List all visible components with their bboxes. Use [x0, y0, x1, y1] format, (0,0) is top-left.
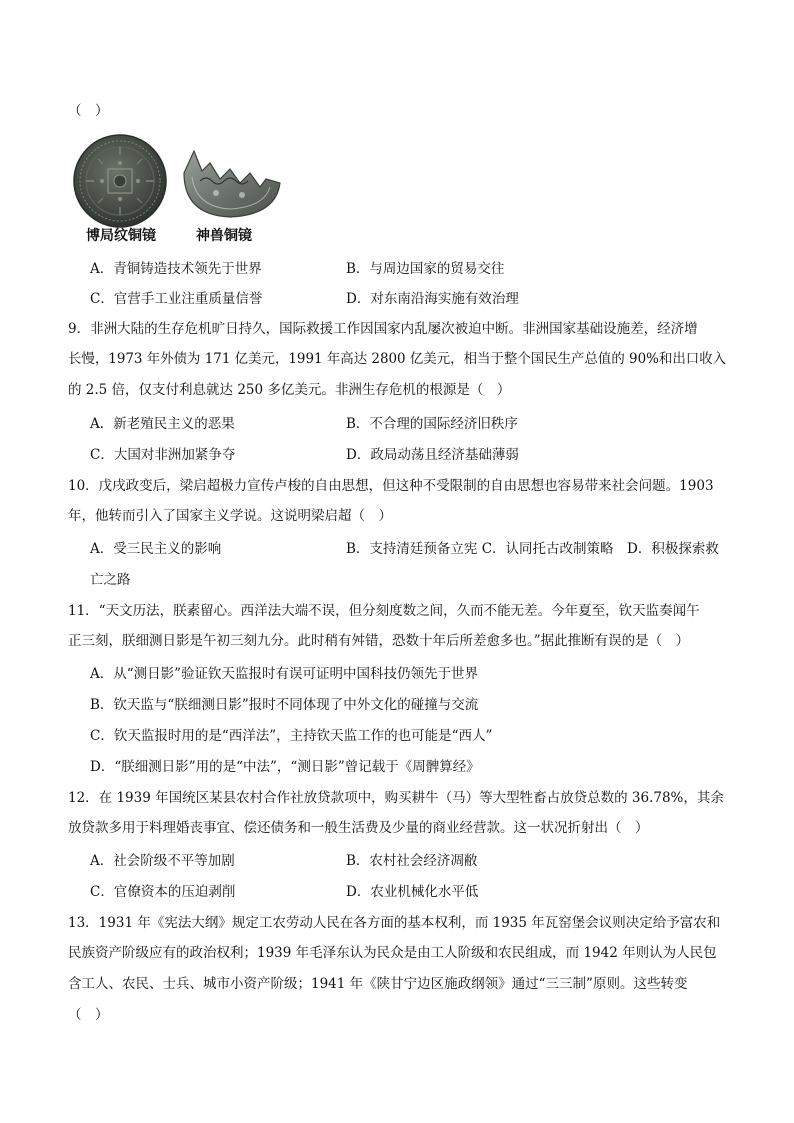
q11-stem-line-2: 正三刻，朕细测日影是午初三刻九分。此时稍有舛错，恐数十年后所差愈多也。”据此推断有误的是（ ） — [68, 633, 690, 649]
q12-stem-line-1: 12．在 1939 年国统区某县农村合作社放贷款项中，购买耕牛（马）等大型牲畜占放贷总数的 36.78%，其余 — [68, 790, 724, 806]
beast-bronze-mirror-image — [180, 143, 282, 219]
q9-stem-line-2: 长慢，1973 年外债为 171 亿美元，1991 年高达 2800 亿美元，相当于整个国民生产总值的 90%和出口收入 — [68, 351, 727, 367]
q13-stem-line-1: 13．1931 年《宪法大纲》规定工农劳动人民在各方面的基本权利，而 1935 年瓦窑堡会议则决定给予富农和 — [68, 915, 721, 931]
q12-stem-line-2: 放贷款多用于料理婚丧事宜、偿还债务和一般生活费及少量的商业经营款。这一状况折射出（ ） — [68, 820, 649, 836]
q9-option-d[interactable]: D．政局动荡且经济基础薄弱 — [346, 447, 519, 463]
q10-stem-line-2: 年，他转而引入了国家主义学说。这说明梁启超（ ） — [68, 508, 392, 524]
q9-option-a[interactable]: A．新老殖民主义的恶果 — [90, 416, 235, 432]
mirror-caption-1: 博局纹铜镜 — [86, 228, 156, 244]
q8-option-c[interactable]: C．官营手工业注重质量信誉 — [90, 291, 263, 307]
q12-option-b[interactable]: B．农村社会经济凋敝 — [346, 853, 478, 869]
q13-stem-line-4: （ ） — [68, 1007, 109, 1023]
q9-option-b[interactable]: B．不合理的国际经济旧秩序 — [346, 416, 518, 432]
q12-option-a[interactable]: A．社会阶级不平等加剧 — [90, 853, 235, 869]
q8-option-d[interactable]: D．对东南沿海实施有效治理 — [346, 291, 519, 307]
q10-option-d-continued: 亡之路 — [90, 572, 131, 588]
mirror-caption-2: 神兽铜镜 — [196, 228, 252, 244]
q11-option-a[interactable]: A．从“测日影”验证钦天监报时有误可证明中国科技仍领先于世界 — [90, 666, 479, 682]
q11-option-b[interactable]: B．钦天监与“朕细测日影”报时不同体现了中外文化的碰撞与交流 — [90, 697, 479, 713]
q11-stem-line-1: 11．“天文历法，朕素留心。西洋法大端不误，但分刻度数之间，久而不能无差。今年夏至，钦天监奏闻午 — [68, 603, 700, 619]
q13-stem-line-2: 民族资产阶级应有的政治权利；1939 年毛泽东认为民众是由工人阶级和农民组成，而 1942 年则认为人民包 — [68, 945, 717, 961]
q8-answer-paren: （ ） — [68, 103, 109, 119]
q11-option-d[interactable]: D．“朕细测日影”用的是“中法”，“测日影”曾记载于《周髀算经》 — [90, 759, 480, 775]
q8-option-a[interactable]: A．青铜铸造技术领先于世界 — [90, 261, 262, 277]
q12-option-c[interactable]: C．官僚资本的压迫剥削 — [90, 884, 236, 900]
q9-option-c[interactable]: C．大国对非洲加紧争夺 — [90, 447, 236, 463]
q12-option-d[interactable]: D．农业机械化水平低 — [346, 884, 479, 900]
q10-options-bcd[interactable]: B．支持清廷预备立宪 C．认同托古改制策略 D．积极探索救 — [346, 541, 719, 557]
q11-option-c[interactable]: C．钦天监报时用的是“西洋法”，主持钦天监工作的也可能是“西人” — [90, 728, 493, 744]
tlv-bronze-mirror-image — [72, 133, 168, 229]
q8-option-b[interactable]: B．与周边国家的贸易交往 — [346, 261, 505, 277]
q10-option-a[interactable]: A．受三民主义的影响 — [90, 541, 222, 557]
q9-stem-line-3: 的 2.5 倍，仅支付利息就达 250 多亿美元。非洲生存危机的根源是（ ） — [68, 382, 511, 398]
q9-stem-line-1: 9．非洲大陆的生存危机旷日持久，国际救援工作因国家内乱屡次被迫中断。非洲国家基础设施差，经济增 — [68, 321, 698, 337]
q13-stem-line-3: 含工人、农民、士兵、城市小资产阶级；1941 年《陕甘宁边区施政纲领》通过“三三制”原则。这些转变 — [68, 976, 688, 992]
q10-stem-line-1: 10．戊戌政变后，梁启超极力宣传卢梭的自由思想，但这种不受限制的自由思想也容易带来社会问题。1903 — [68, 478, 714, 494]
